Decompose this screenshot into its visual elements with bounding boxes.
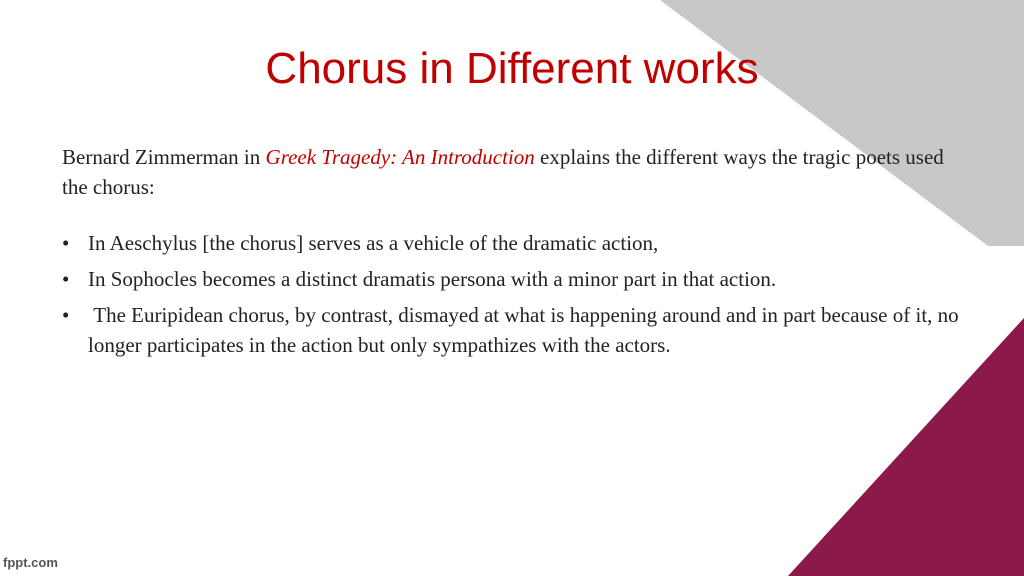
bullet-icon: •	[62, 303, 70, 327]
intro-text-after: explains the different ways the tragic poets used the chorus:	[62, 145, 944, 199]
bullet-item	[62, 300, 962, 360]
slide-title: Chorus in Different works	[265, 44, 759, 93]
bullet-item	[62, 228, 962, 258]
slide-body	[62, 142, 962, 366]
intro-text-before: Bernard Zimmerman in	[62, 145, 266, 169]
book-title-reference: Greek Tragedy: An Introduction	[265, 145, 535, 169]
intro-paragraph	[62, 142, 962, 202]
bullet-item	[62, 264, 962, 294]
bullet-text: In Aeschylus [the chorus] serves as a vehicle of the dramatic action,	[88, 231, 659, 255]
bullet-text: The Euripidean chorus, by contrast, dismayed at what is happening around and in part because of it, no longer participates in the action but only sympathizes with the actors.	[88, 303, 964, 357]
bullet-list	[62, 228, 962, 360]
bullet-icon: •	[62, 267, 70, 291]
bullet-icon: •	[62, 231, 70, 255]
bullet-text: In Sophocles becomes a distinct dramatis persona with a minor part in that action.	[88, 267, 777, 291]
footer-watermark: fppt.com	[3, 555, 58, 570]
